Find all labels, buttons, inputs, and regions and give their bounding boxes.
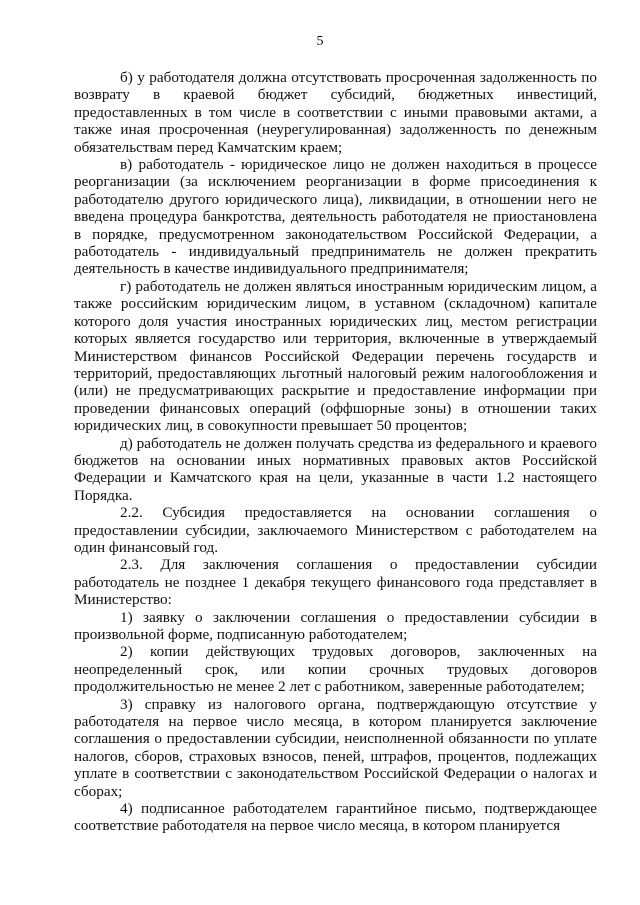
document-body <box>74 69 597 835</box>
list-item-4-guarantee-letter: 4) подписанное работодателем гарантийное письмо, подтверждающее соответствие работодателя на первое число месяца, в котором планируется <box>74 800 597 835</box>
paragraph-2-2-agreement: 2.2. Субсидия предоставляется на основании соглашения о предоставлении субсидии, заключаемого Министерством с работодателем на один финансовый год. <box>74 504 597 556</box>
list-item-3-tax-certificate: 3) справку из налогового органа, подтверждающую отсутствие у работодателя на первое число месяца, в котором планируется заключение соглашения о предоставлении субсидии, неисполненной обязанности по уплате налогов, сборов, страховых взносов, пеней, штрафов, процентов, подлежащих уплате в соответствии с законодательством Российской Федерации о налогах и сборах; <box>74 695 597 800</box>
paragraph-2-3-documents: 2.3. Для заключения соглашения о предоставлении субсидии работодатель не позднее 1 декабря текущего финансового года представляет в Министерство: <box>74 556 597 609</box>
page-number: 5 <box>316 34 324 49</box>
list-item-2-contracts: 2) копии действующих трудовых договоров, заключенных на неопределенный срок, или копии срочных трудовых договоров продолжительностью не менее 2 лет с работником, заверенные работодателем; <box>74 643 597 696</box>
paragraph-g-no-foreign-entity: г) работодатель не должен являться иностранным юридическим лицом, а также российским юридическим лицом, в уставном (складочном) капитале которого доля участия иностранных юридических лиц, местом регистрации которых является государство или территория, включенные в утверждаемый Министерством финансов Российской Федерации перечень государств и территорий, предоставляющих льготный налоговый режим налогообложения и (или) не предусматривающих раскрытие и предоставление информации при проведении финансовых операций (оффшорные зоны) в отношении таких юридических лиц, в совокупности превышает 50 процентов; <box>74 277 597 435</box>
list-item-1-application: 1) заявку о заключении соглашения о предоставлении субсидии в произвольной форме, подписанную работодателем; <box>74 608 597 643</box>
paragraph-b-no-debt: б) у работодателя должна отсутствовать просроченная задолженность по возврату в краевой бюджет субсидий, бюджетных инвестиций, предоставленных в том числе в соответствии с иными правовыми актами, а также иная просроченная (неурегулированная) задолженность по денежным обязательствам перед Камчатским краем; <box>74 69 597 156</box>
paragraph-d-no-other-funds: д) работодатель не должен получать средства из федерального и краевого бюджетов на основании иных нормативных правовых актов Российской Федерации и Камчатского края на цели, указанные в части 1.2 настоящего Порядка. <box>74 434 597 504</box>
paragraph-v-no-reorganization: в) работодатель - юридическое лицо не должен находиться в процессе реорганизации (за исключением реорганизации в форме присоединения к работодателю другого юридического лица), ликвидации, в отношении него не введена процедура банкротства, деятельность работодателя не приостановлена в порядке, предусмотренном законодательством Российской Федерации, а работодатель - индивидуальный предприниматель не должен прекратить деятельность в качестве индивидуального предпринимателя; <box>74 156 597 278</box>
